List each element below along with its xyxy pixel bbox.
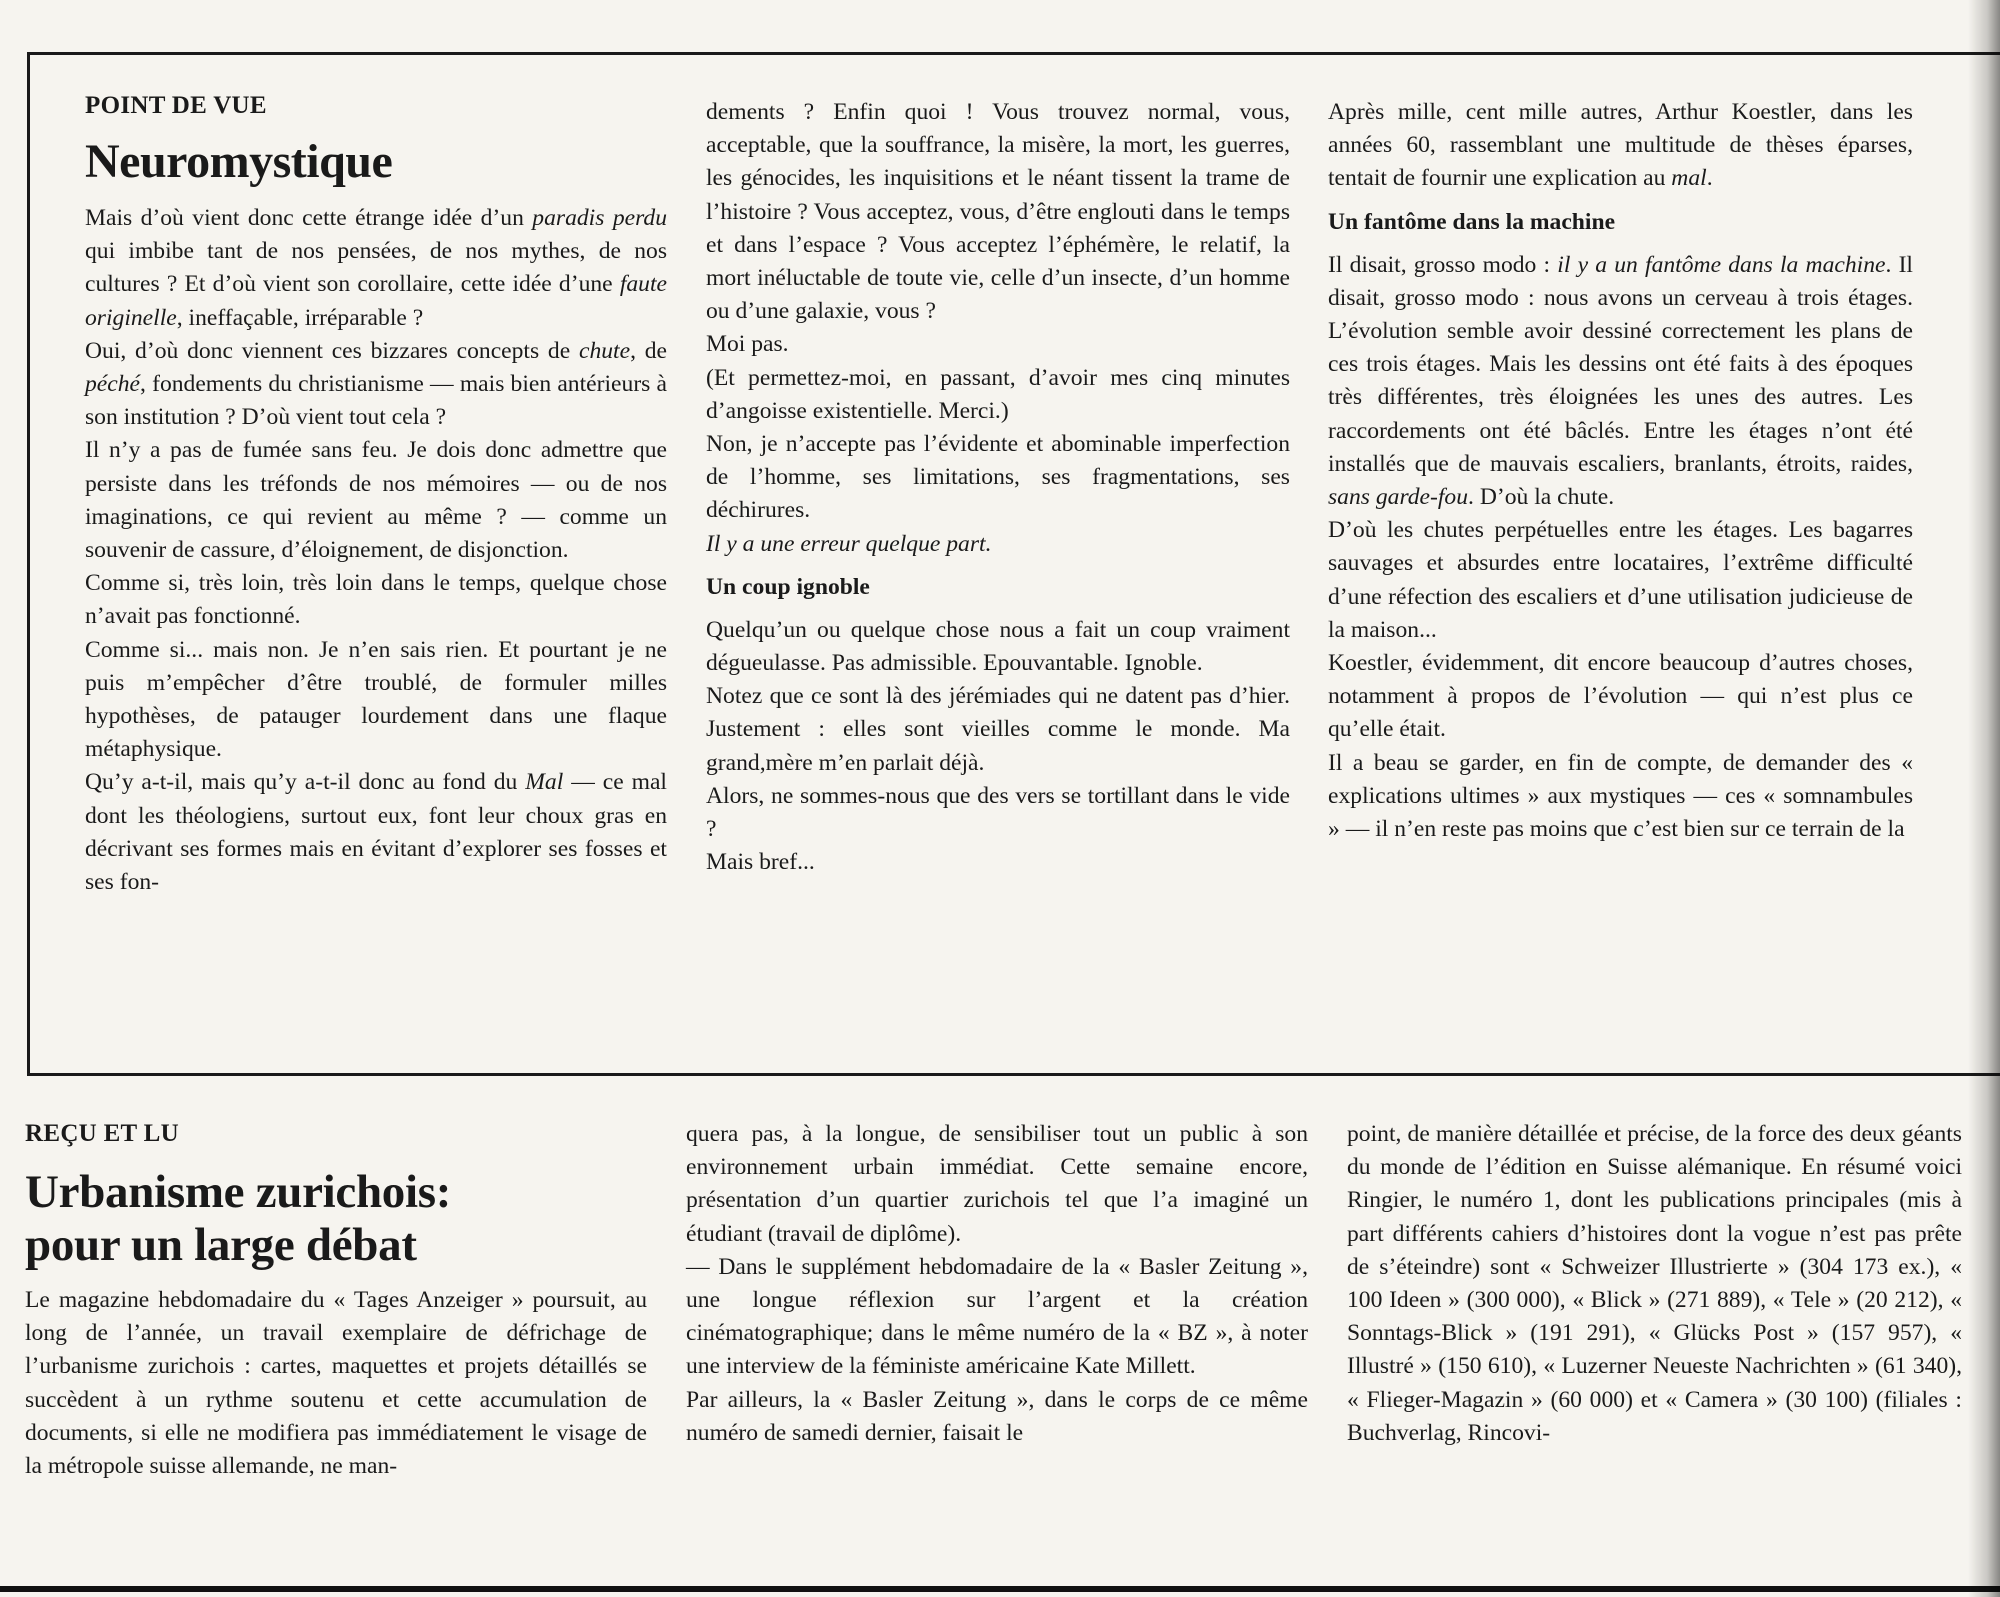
paragraph: Notez que ce sont là des jérémiades qui ne datent pas d’hier. Justement : elles sont vieilles comme le monde. Ma grand,mère m’en parlait déjà. [706,683,1290,776]
paragraph: Mais bref... [706,849,815,876]
paragraph: point, de manière détaillée et précise, de la force des deux géants du monde de l’édition en Suisse alémanique. En résumé voici Ringier, le numéro 1, dont les publications principales (mis à part différents cahiers d’histoires dont la vogue n’est pas prête de s’éteindre) sont « Schweizer Illustrierte » (304 173 ex.), « 100 Ideen » (300 000), « Blick » (271 889), « Tele » (20 212), « Sonntags-Blick » (191 291), « Glücks Post » (157 957), « Illustré » (150 610), « Luzerner Neueste Nachrichten » (61 340), « Flieger-Magazin » (60 000) et « Camera » (30 100) (filiales : Buchverlag, Rincovi- [1347,1121,1962,1446]
paragraph: Il y a une erreur quelque part. [706,530,992,557]
paragraph: Après mille, cent mille autres, Arthur Koestler, dans les années 60, rassemblant une multitude de thèses éparses, tentait de fournir une explication au mal. [1328,99,1913,192]
article1-kicker: POINT DE VUE [85,92,267,119]
paragraph: quera pas, à la longue, de sensibiliser tout un public à son environnement urbain immédiat. Cette semaine encore, présentation d’un quartier zurichois tel que l’a imaginé un étudiant (travail de diplôme). [686,1121,1308,1247]
article1-title: Neuromystique [85,135,393,188]
article1-subhead-coup-ignoble: Un coup ignoble [706,573,870,600]
paragraph: Oui, d’où donc viennent ces bizzares concepts de chute, de péché, fondements du christianisme — mais bien antérieurs à son institution ? D’où vient tout cela ? [85,337,667,431]
paragraph: Qu’y a-t-il, mais qu’y a-t-il donc au fond du Mal — ce mal dont les théologiens, surtout eux, font leur choux gras en décrivant ses formes mais en évitant d’explorer ses fosses et ses fon- [85,769,667,896]
paragraph: Par ailleurs, la « Basler Zeitung », dans le corps de ce même numéro de samedi dernier, faisait le [686,1386,1308,1446]
article2-col1 [25,1120,647,1483]
paragraph: D’où les chutes perpétuelles entre les étages. Les bagarres sauvages et absurdes entre locataires, l’extrême difficulté d’une réfection des escaliers et d’une utilisation judicieuse de la maison... [1328,517,1913,643]
article1-col2a-text [706,96,1290,561]
paragraph: Le magazine hebdomadaire du « Tages Anzeiger » poursuit, au long de l’année, un travail exemplaire de défrichage de l’urbanisme zurichois : cartes, maquettes et projets détaillés se succèdent à un rythme soutenu et cette accumulation de documents, si elle ne modifiera pas immédiatement le visage de la métropole suisse allemande, ne man- [25,1287,647,1480]
article2-col3-text [1347,1118,1962,1450]
paragraph: Alors, ne sommes-nous que des vers se tortillant dans le vide ? [706,782,1290,843]
article2-title-line2: pour un large débat [25,1219,417,1271]
article1-col3 [1328,96,1913,846]
article1-col1 [85,92,667,899]
article1-col3a-text [1328,96,1913,196]
paragraph: dements ? Enfin quoi ! Vous trouvez normal, vous, acceptable, que la souffrance, la misère, la mort, les guerres, les génocides, les inquisitions et le néant tissent la trame de l’histoire ? Vous acceptez, vous, d’être englouti dans le temps et dans l’espace ? Vous acceptez l’éphémère, le relatif, la mort inéluctable de toute vie, celle d’un insecte, d’un homme ou d’une galaxie, vous ? [706,99,1290,325]
paragraph: (Et permettez-moi, en passant, d’avoir mes cinq minutes d’angoisse existentielle. Merci.) [706,364,1290,424]
page-bottom-rule [0,1586,2000,1592]
article1-subhead-fantome: Un fantôme dans la machine [1328,208,1616,235]
article1-col3b-text [1328,249,1913,847]
paragraph: Non, je n’accepte pas l’évidente et abominable imperfection de l’homme, ses limitations, ses fragmentations, ses déchirures. [706,431,1290,524]
article1-col1-text [85,202,667,899]
paragraph: Moi pas. [706,331,789,358]
article2-col1-text [25,1284,647,1483]
article2-col3 [1347,1118,1962,1450]
article1-col2b-text [706,614,1290,880]
paragraph: Il a beau se garder, en fin de compte, de demander des « explications ultimes » aux mystiques — ces « somnambules » — il n’en reste pas moins que c’est bien sur ce terrain de la [1328,749,1913,843]
paragraph: Quelqu’un ou quelque chose nous a fait un coup vraiment dégueulasse. Pas admissible. Epouvantable. Ignoble. [706,616,1290,677]
paragraph: Il n’y a pas de fumée sans feu. Je dois donc admettre que persiste dans les tréfonds de nos mémoires — ou de nos imaginations, ce qui revient au même ? — comme un souvenir de cassure, d’éloignement, de disjonction. [85,437,667,564]
paragraph: Koestler, évidemment, dit encore beaucoup d’autres choses, notamment à propos de l’évolution — qui n’est plus ce qu’elle était. [1328,650,1913,743]
paragraph: — Dans le supplément hebdomadaire de la « Basler Zeitung », une longue réflexion sur l’argent et la création cinématographique; dans le même numéro de la « BZ », à noter une interview de la féministe américaine Kate Millett. [686,1253,1308,1380]
paragraph: Il disait, grosso modo : il y a un fantôme dans la machine. Il disait, grosso modo : nous avons un cerveau à trois étages. L’évolution semble avoir dessiné correctement les plans de ces trois étages. Mais les dessins ont été faits à des époques très différentes, très éloignées les unes des autres. Les raccordements ont été bâclés. Entre les étages n’ont été installés que de mauvais escaliers, branlants, étroits, raides, sans garde-fou. D’où la chute. [1328,251,1913,511]
paragraph: Comme si... mais non. Je n’en sais rien. Et pourtant je ne puis m’empêcher d’être troublé, de formuler milles hypothèses, de patauger lourdement dans une flaque métaphysique. [85,636,667,763]
paragraph: Comme si, très loin, très loin dans le temps, quelque chose n’avait pas fonctionné. [85,570,667,630]
article2-title-line1: Urbanisme zurichois: [25,1166,452,1218]
paragraph: Mais d’où vient donc cette étrange idée d’un paradis perdu qui imbibe tant de nos pensées, de nos mythes, de nos cultures ? Et d’où vient son corollaire, cette idée d’une faute originelle, ineffaçable, irréparable ? [85,205,667,331]
page-binding-shadow [1968,0,2000,1597]
article2-col2-text [686,1118,1308,1450]
article2-col2 [686,1118,1308,1450]
article1-col2 [706,96,1290,879]
article2-kicker: REÇU ET LU [25,1120,179,1147]
